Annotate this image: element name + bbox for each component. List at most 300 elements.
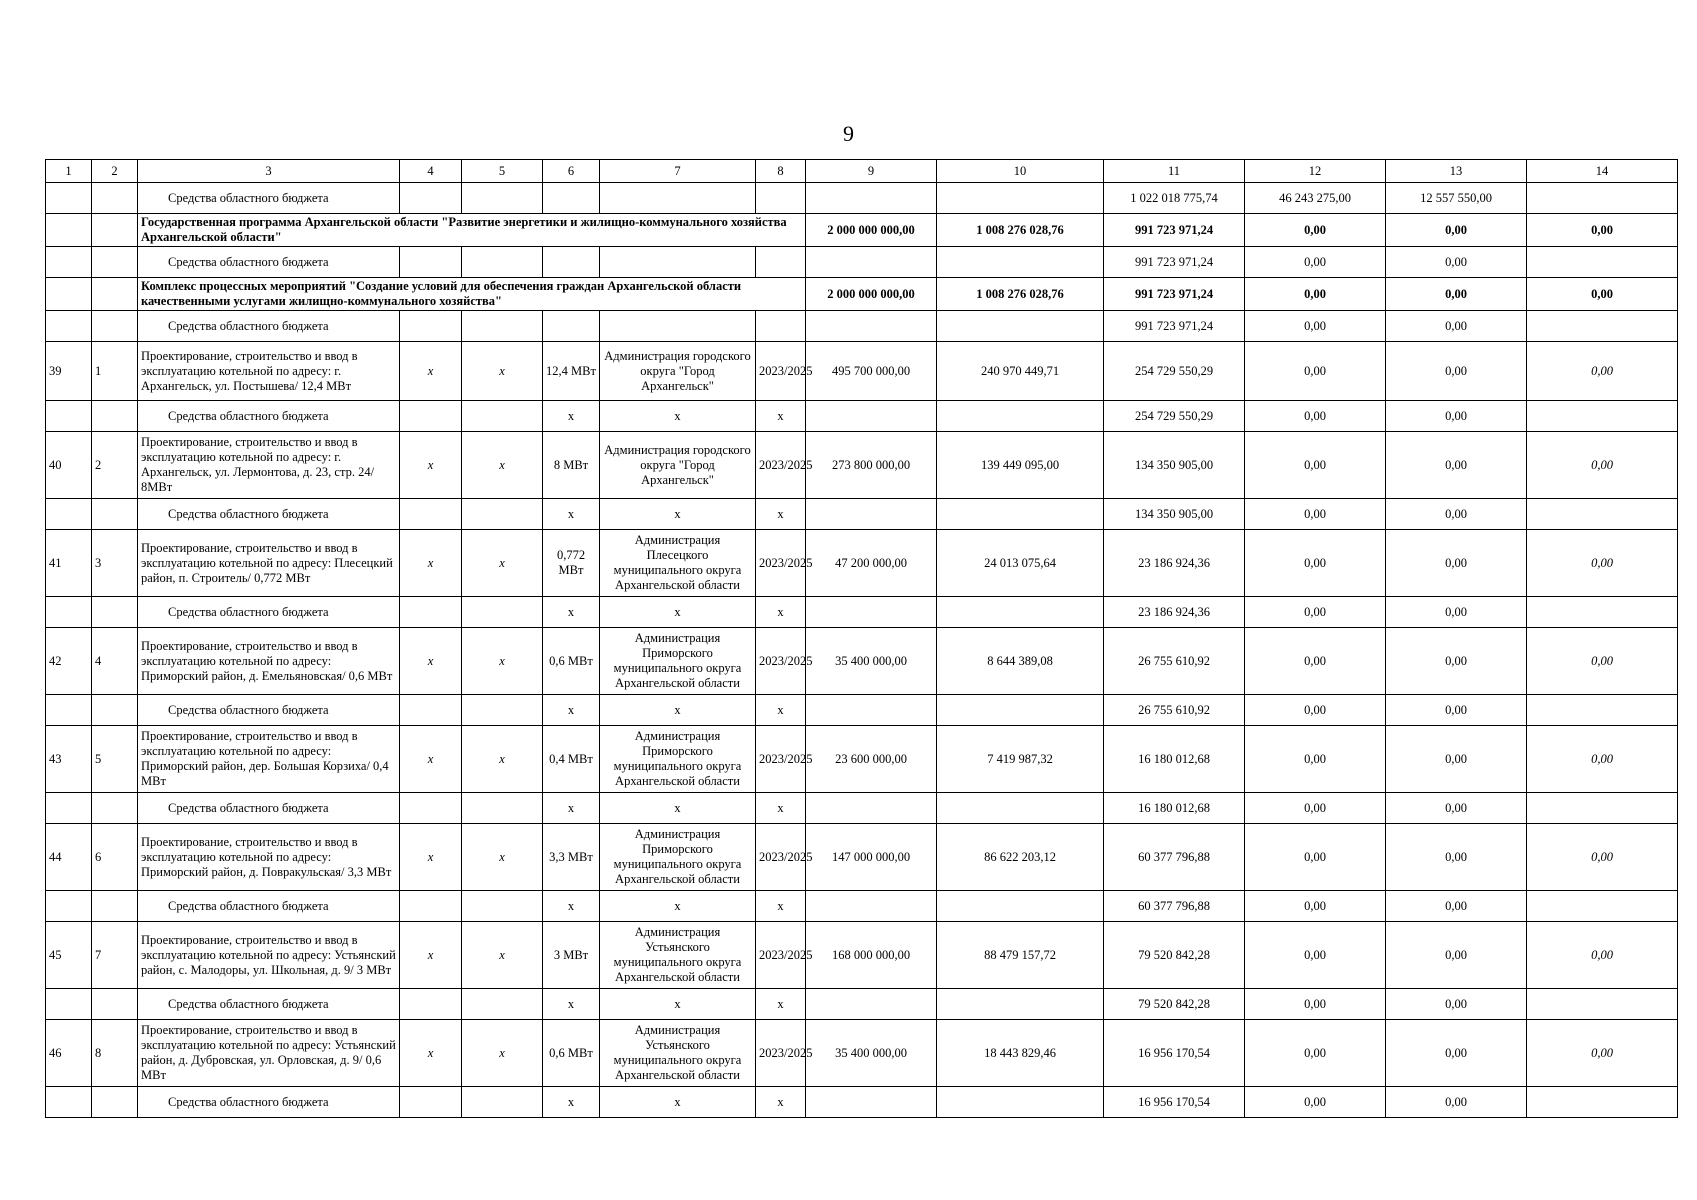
cell-responsible: x — [600, 695, 756, 726]
cell-period: 2023/2025 — [756, 922, 806, 989]
cell-col5 — [462, 183, 543, 214]
amount-c14 — [1527, 401, 1678, 432]
amount-c9 — [806, 247, 937, 278]
item-number: 4 — [92, 628, 138, 695]
cell-period — [756, 183, 806, 214]
cell-row-number — [46, 695, 92, 726]
amount-c10: 8 644 389,08 — [937, 628, 1104, 695]
cell-responsible: Администрация Приморского муниципального округа Архангельской области — [600, 628, 756, 695]
cell-responsible: x — [600, 793, 756, 824]
cell-col4 — [400, 597, 462, 628]
cell-col4: x — [400, 432, 462, 499]
amount-c12: 0,00 — [1245, 311, 1386, 342]
funding-source-row — [46, 891, 1678, 922]
cell-col5: x — [462, 432, 543, 499]
cell-period: x — [756, 989, 806, 1020]
cell-period: x — [756, 793, 806, 824]
amount-c9 — [806, 311, 937, 342]
amount-c13: 0,00 — [1386, 278, 1527, 311]
project-row — [46, 530, 1678, 597]
amount-c11: 79 520 842,28 — [1104, 922, 1245, 989]
row-number: 41 — [46, 530, 92, 597]
cell-period: x — [756, 695, 806, 726]
amount-c14 — [1527, 183, 1678, 214]
amount-c9: 35 400 000,00 — [806, 628, 937, 695]
amount-c9 — [806, 401, 937, 432]
funding-source-name: Средства областного бюджета — [138, 183, 400, 214]
funding-source-name: Средства областного бюджета — [138, 499, 400, 530]
cell-item-number — [92, 793, 138, 824]
cell-responsible: x — [600, 597, 756, 628]
amount-c14 — [1527, 311, 1678, 342]
funding-source-row — [46, 401, 1678, 432]
funding-source-row — [46, 1087, 1678, 1118]
cell-row-number — [46, 1087, 92, 1118]
cell-col5 — [462, 1087, 543, 1118]
row-number: 46 — [46, 1020, 92, 1087]
cell-period: 2023/2025 — [756, 726, 806, 793]
column-number-12: 12 — [1245, 160, 1386, 183]
cell-capacity: 0,4 МВт — [543, 726, 600, 793]
amount-c9: 273 800 000,00 — [806, 432, 937, 499]
amount-c10 — [937, 311, 1104, 342]
project-row — [46, 922, 1678, 989]
amount-c14: 0,00 — [1527, 1020, 1678, 1087]
funding-source-row — [46, 183, 1678, 214]
amount-c13: 0,00 — [1386, 824, 1527, 891]
amount-c10: 18 443 829,46 — [937, 1020, 1104, 1087]
cell-col4 — [400, 989, 462, 1020]
amount-c10 — [937, 793, 1104, 824]
amount-c11: 16 956 170,54 — [1104, 1087, 1245, 1118]
funding-source-row — [46, 989, 1678, 1020]
item-number: 1 — [92, 342, 138, 401]
cell-item-number — [92, 247, 138, 278]
amount-c9: 147 000 000,00 — [806, 824, 937, 891]
amount-c12: 0,00 — [1245, 597, 1386, 628]
amount-c13: 0,00 — [1386, 342, 1527, 401]
program-row — [46, 214, 1678, 247]
row-number: 39 — [46, 342, 92, 401]
cell-col4: x — [400, 726, 462, 793]
amount-c10 — [937, 499, 1104, 530]
amount-c14 — [1527, 247, 1678, 278]
amount-c12: 0,00 — [1245, 824, 1386, 891]
cell-col5: x — [462, 1020, 543, 1087]
project-row — [46, 432, 1678, 499]
project-name: Проектирование, строительство и ввод в эксплуатацию котельной по адресу: Плесецкий район, п. Строитель/ 0,772 МВт — [138, 530, 400, 597]
amount-c12: 0,00 — [1245, 214, 1386, 247]
funding-source-row — [46, 311, 1678, 342]
column-number-10: 10 — [937, 160, 1104, 183]
cell-period — [756, 247, 806, 278]
amount-c11: 991 723 971,24 — [1104, 247, 1245, 278]
cell-col4 — [400, 499, 462, 530]
amount-c12: 0,00 — [1245, 891, 1386, 922]
amount-c13: 0,00 — [1386, 989, 1527, 1020]
amount-c14: 0,00 — [1527, 922, 1678, 989]
amount-c9: 47 200 000,00 — [806, 530, 937, 597]
cell-col4 — [400, 183, 462, 214]
amount-c12: 0,00 — [1245, 793, 1386, 824]
cell-row-number — [46, 183, 92, 214]
cell-col5: x — [462, 342, 543, 401]
cell-period: 2023/2025 — [756, 1020, 806, 1087]
amount-c12: 0,00 — [1245, 247, 1386, 278]
cell-period — [756, 311, 806, 342]
funding-source-row — [46, 247, 1678, 278]
column-number-4: 4 — [400, 160, 462, 183]
amount-c12: 0,00 — [1245, 401, 1386, 432]
amount-c10 — [937, 401, 1104, 432]
amount-c9 — [806, 597, 937, 628]
amount-c11: 23 186 924,36 — [1104, 530, 1245, 597]
cell-row-number — [46, 891, 92, 922]
funding-source-name: Средства областного бюджета — [138, 891, 400, 922]
amount-c11: 991 723 971,24 — [1104, 311, 1245, 342]
cell-responsible: Администрация городского округа "Город Архангельск" — [600, 342, 756, 401]
amount-c9 — [806, 1087, 937, 1118]
row-number: 42 — [46, 628, 92, 695]
amount-c10: 7 419 987,32 — [937, 726, 1104, 793]
cell-col4 — [400, 401, 462, 432]
cell-responsible: Администрация Плесецкого муниципального округа Архангельской области — [600, 530, 756, 597]
cell-period: x — [756, 401, 806, 432]
funding-source-row — [46, 695, 1678, 726]
amount-c12: 0,00 — [1245, 726, 1386, 793]
cell-col5 — [462, 793, 543, 824]
amount-c11: 991 723 971,24 — [1104, 214, 1245, 247]
amount-c14: 0,00 — [1527, 726, 1678, 793]
cell-capacity: x — [543, 695, 600, 726]
amount-c10: 1 008 276 028,76 — [937, 214, 1104, 247]
cell-col4: x — [400, 342, 462, 401]
cell-capacity — [543, 311, 600, 342]
cell-capacity: x — [543, 597, 600, 628]
amount-c10: 24 013 075,64 — [937, 530, 1104, 597]
column-number-5: 5 — [462, 160, 543, 183]
cell-capacity: x — [543, 499, 600, 530]
funding-source-name: Средства областного бюджета — [138, 695, 400, 726]
cell-col5 — [462, 499, 543, 530]
cell-col4 — [400, 1087, 462, 1118]
cell-col4: x — [400, 1020, 462, 1087]
cell-capacity — [543, 247, 600, 278]
funding-source-row — [46, 597, 1678, 628]
cell-item-number — [92, 311, 138, 342]
cell-row-number — [46, 499, 92, 530]
funding-source-name: Средства областного бюджета — [138, 401, 400, 432]
item-number: 7 — [92, 922, 138, 989]
amount-c9: 2 000 000 000,00 — [806, 278, 937, 311]
amount-c12: 0,00 — [1245, 432, 1386, 499]
page-number: 9 — [843, 121, 854, 146]
cell-responsible — [600, 247, 756, 278]
amount-c10 — [937, 695, 1104, 726]
project-name: Проектирование, строительство и ввод в эксплуатацию котельной по адресу: Приморский район, дер. Большая Корзиха/ 0,4 МВт — [138, 726, 400, 793]
amount-c11: 23 186 924,36 — [1104, 597, 1245, 628]
cell-responsible: x — [600, 401, 756, 432]
amount-c9 — [806, 793, 937, 824]
cell-col5 — [462, 695, 543, 726]
project-name: Проектирование, строительство и ввод в эксплуатацию котельной по адресу: Устьянский район, д. Дубровская, ул. Орловская, д. 9/ 0,6 МВт — [138, 1020, 400, 1087]
cell-item-number — [92, 183, 138, 214]
cell-item-number — [92, 214, 138, 247]
amount-c10: 139 449 095,00 — [937, 432, 1104, 499]
cell-capacity: 3 МВт — [543, 922, 600, 989]
funding-source-name: Средства областного бюджета — [138, 793, 400, 824]
cell-capacity: 0,6 МВт — [543, 628, 600, 695]
cell-responsible: Администрация городского округа "Город Архангельск" — [600, 432, 756, 499]
amount-c11: 26 755 610,92 — [1104, 695, 1245, 726]
cell-responsible: x — [600, 891, 756, 922]
project-row — [46, 628, 1678, 695]
cell-capacity: x — [543, 1087, 600, 1118]
cell-item-number — [92, 695, 138, 726]
cell-col5 — [462, 989, 543, 1020]
item-number: 2 — [92, 432, 138, 499]
amount-c14: 0,00 — [1527, 824, 1678, 891]
cell-responsible: Администрация Приморского муниципального округа Архангельской области — [600, 824, 756, 891]
cell-responsible: x — [600, 989, 756, 1020]
cell-item-number — [92, 278, 138, 311]
amount-c12: 0,00 — [1245, 499, 1386, 530]
cell-row-number — [46, 793, 92, 824]
program-title: Государственная программа Архангельской области "Развитие энергетики и жилищно-коммунального хозяйства Архангельской области" — [138, 214, 806, 247]
cell-capacity: 12,4 МВт — [543, 342, 600, 401]
cell-period: 2023/2025 — [756, 824, 806, 891]
row-number: 44 — [46, 824, 92, 891]
amount-c13: 0,00 — [1386, 530, 1527, 597]
cell-item-number — [92, 401, 138, 432]
amount-c14 — [1527, 695, 1678, 726]
amount-c10 — [937, 597, 1104, 628]
amount-c11: 60 377 796,88 — [1104, 824, 1245, 891]
cell-row-number — [46, 597, 92, 628]
cell-col5 — [462, 401, 543, 432]
cell-period: x — [756, 1087, 806, 1118]
amount-c14: 0,00 — [1527, 530, 1678, 597]
budget-table — [45, 159, 1678, 1118]
funding-source-row — [46, 499, 1678, 530]
amount-c10 — [937, 1087, 1104, 1118]
cell-capacity: 8 МВт — [543, 432, 600, 499]
column-number-1: 1 — [46, 160, 92, 183]
amount-c14 — [1527, 793, 1678, 824]
cell-col5: x — [462, 726, 543, 793]
column-number-row — [46, 160, 1678, 183]
cell-capacity: x — [543, 793, 600, 824]
cell-col5: x — [462, 628, 543, 695]
cell-period: x — [756, 597, 806, 628]
amount-c14: 0,00 — [1527, 342, 1678, 401]
amount-c11: 134 350 905,00 — [1104, 499, 1245, 530]
amount-c11: 134 350 905,00 — [1104, 432, 1245, 499]
funding-source-name: Средства областного бюджета — [138, 1087, 400, 1118]
amount-c10: 240 970 449,71 — [937, 342, 1104, 401]
cell-col4: x — [400, 530, 462, 597]
cell-period: x — [756, 891, 806, 922]
amount-c13: 0,00 — [1386, 499, 1527, 530]
item-number: 5 — [92, 726, 138, 793]
amount-c13: 0,00 — [1386, 726, 1527, 793]
cell-col4: x — [400, 922, 462, 989]
amount-c14 — [1527, 597, 1678, 628]
amount-c13: 0,00 — [1386, 311, 1527, 342]
amount-c9: 495 700 000,00 — [806, 342, 937, 401]
amount-c13: 0,00 — [1386, 1087, 1527, 1118]
amount-c10 — [937, 989, 1104, 1020]
cell-col4 — [400, 793, 462, 824]
amount-c11: 79 520 842,28 — [1104, 989, 1245, 1020]
amount-c12: 0,00 — [1245, 922, 1386, 989]
cell-col5 — [462, 597, 543, 628]
amount-c13: 0,00 — [1386, 628, 1527, 695]
amount-c13: 0,00 — [1386, 695, 1527, 726]
amount-c13: 0,00 — [1386, 922, 1527, 989]
amount-c10 — [937, 891, 1104, 922]
column-number-8: 8 — [756, 160, 806, 183]
cell-capacity: x — [543, 989, 600, 1020]
amount-c12: 0,00 — [1245, 1087, 1386, 1118]
row-number: 45 — [46, 922, 92, 989]
cell-responsible: x — [600, 499, 756, 530]
cell-period: 2023/2025 — [756, 432, 806, 499]
amount-c13: 0,00 — [1386, 247, 1527, 278]
amount-c14: 0,00 — [1527, 628, 1678, 695]
column-number-2: 2 — [92, 160, 138, 183]
cell-col4 — [400, 891, 462, 922]
item-number: 3 — [92, 530, 138, 597]
item-number: 6 — [92, 824, 138, 891]
cell-row-number — [46, 247, 92, 278]
amount-c12: 46 243 275,00 — [1245, 183, 1386, 214]
project-name: Проектирование, строительство и ввод в эксплуатацию котельной по адресу: Приморский район, д. Емельяновская/ 0,6 МВт — [138, 628, 400, 695]
project-row — [46, 726, 1678, 793]
cell-row-number — [46, 278, 92, 311]
column-number-6: 6 — [543, 160, 600, 183]
cell-item-number — [92, 1087, 138, 1118]
project-name: Проектирование, строительство и ввод в эксплуатацию котельной по адресу: г. Архангельск, ул. Лермонтова, д. 23, стр. 24/ 8МВт — [138, 432, 400, 499]
cell-capacity: 0,772 МВт — [543, 530, 600, 597]
cell-col5: x — [462, 824, 543, 891]
amount-c12: 0,00 — [1245, 342, 1386, 401]
cell-col5 — [462, 891, 543, 922]
cell-col5: x — [462, 530, 543, 597]
amount-c11: 16 956 170,54 — [1104, 1020, 1245, 1087]
amount-c13: 0,00 — [1386, 891, 1527, 922]
amount-c11: 254 729 550,29 — [1104, 401, 1245, 432]
program-row — [46, 278, 1678, 311]
project-row — [46, 1020, 1678, 1087]
cell-col5 — [462, 311, 543, 342]
amount-c12: 0,00 — [1245, 695, 1386, 726]
amount-c14: 0,00 — [1527, 214, 1678, 247]
amount-c10: 86 622 203,12 — [937, 824, 1104, 891]
column-number-14: 14 — [1527, 160, 1678, 183]
column-number-7: 7 — [600, 160, 756, 183]
column-number-13: 13 — [1386, 160, 1527, 183]
row-number: 40 — [46, 432, 92, 499]
amount-c9 — [806, 499, 937, 530]
cell-col5: x — [462, 922, 543, 989]
cell-col4: x — [400, 824, 462, 891]
funding-source-row — [46, 793, 1678, 824]
amount-c12: 0,00 — [1245, 278, 1386, 311]
cell-col4 — [400, 695, 462, 726]
column-number-3: 3 — [138, 160, 400, 183]
amount-c14 — [1527, 1087, 1678, 1118]
project-row — [46, 342, 1678, 401]
amount-c12: 0,00 — [1245, 989, 1386, 1020]
amount-c10: 1 008 276 028,76 — [937, 278, 1104, 311]
amount-c11: 26 755 610,92 — [1104, 628, 1245, 695]
funding-source-name: Средства областного бюджета — [138, 247, 400, 278]
amount-c13: 0,00 — [1386, 793, 1527, 824]
amount-c12: 0,00 — [1245, 1020, 1386, 1087]
amount-c13: 0,00 — [1386, 432, 1527, 499]
amount-c11: 1 022 018 775,74 — [1104, 183, 1245, 214]
amount-c9: 35 400 000,00 — [806, 1020, 937, 1087]
amount-c9 — [806, 989, 937, 1020]
funding-source-name: Средства областного бюджета — [138, 597, 400, 628]
row-number: 43 — [46, 726, 92, 793]
cell-responsible: Администрация Устьянского муниципального округа Архангельской области — [600, 1020, 756, 1087]
amount-c14 — [1527, 499, 1678, 530]
amount-c10: 88 479 157,72 — [937, 922, 1104, 989]
cell-row-number — [46, 401, 92, 432]
amount-c14 — [1527, 989, 1678, 1020]
amount-c10 — [937, 247, 1104, 278]
amount-c13: 12 557 550,00 — [1386, 183, 1527, 214]
amount-c12: 0,00 — [1245, 530, 1386, 597]
amount-c11: 16 180 012,68 — [1104, 793, 1245, 824]
amount-c13: 0,00 — [1386, 214, 1527, 247]
amount-c13: 0,00 — [1386, 597, 1527, 628]
amount-c14: 0,00 — [1527, 278, 1678, 311]
amount-c11: 16 180 012,68 — [1104, 726, 1245, 793]
cell-period: x — [756, 499, 806, 530]
cell-capacity: x — [543, 891, 600, 922]
funding-source-name: Средства областного бюджета — [138, 989, 400, 1020]
cell-capacity: 0,6 МВт — [543, 1020, 600, 1087]
cell-capacity — [543, 183, 600, 214]
funding-source-name: Средства областного бюджета — [138, 311, 400, 342]
cell-item-number — [92, 989, 138, 1020]
column-number-9: 9 — [806, 160, 937, 183]
amount-c9 — [806, 891, 937, 922]
cell-period: 2023/2025 — [756, 628, 806, 695]
amount-c13: 0,00 — [1386, 401, 1527, 432]
amount-c10 — [937, 183, 1104, 214]
cell-responsible — [600, 311, 756, 342]
project-name: Проектирование, строительство и ввод в эксплуатацию котельной по адресу: Приморский район, д. Повракульская/ 3,3 МВт — [138, 824, 400, 891]
cell-row-number — [46, 989, 92, 1020]
cell-row-number — [46, 214, 92, 247]
project-row — [46, 824, 1678, 891]
project-name: Проектирование, строительство и ввод в эксплуатацию котельной по адресу: г. Архангельск, ул. Постышева/ 12,4 МВт — [138, 342, 400, 401]
cell-item-number — [92, 597, 138, 628]
amount-c11: 254 729 550,29 — [1104, 342, 1245, 401]
amount-c11: 991 723 971,24 — [1104, 278, 1245, 311]
cell-responsible: Администрация Приморского муниципального округа Архангельской области — [600, 726, 756, 793]
amount-c9: 23 600 000,00 — [806, 726, 937, 793]
cell-row-number — [46, 311, 92, 342]
cell-period: 2023/2025 — [756, 342, 806, 401]
cell-period: 2023/2025 — [756, 530, 806, 597]
amount-c12: 0,00 — [1245, 628, 1386, 695]
cell-capacity: 3,3 МВт — [543, 824, 600, 891]
